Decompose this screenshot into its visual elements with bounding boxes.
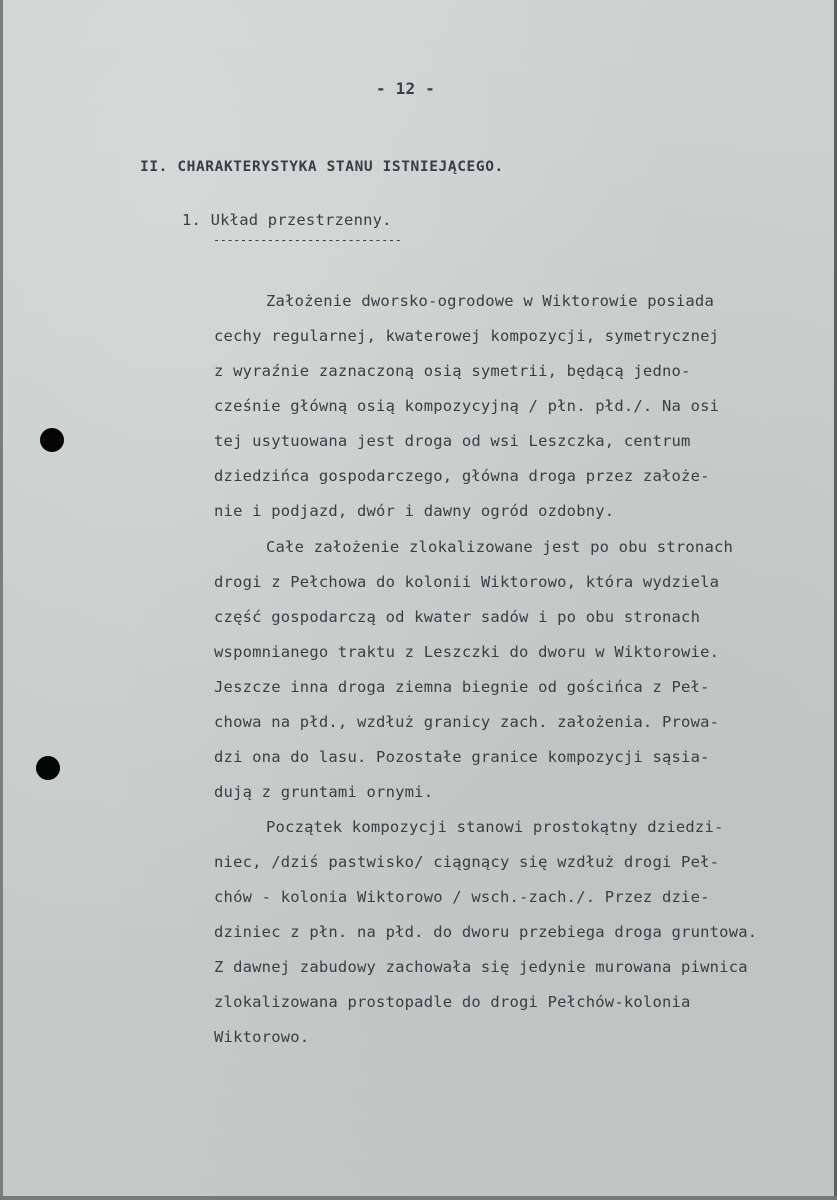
text-line: Jeszcze inna droga ziemna biegnie od gościńca z Peł- xyxy=(214,678,710,696)
text-line: wspomnianego traktu z Leszczki do dworu w Wiktorowie. xyxy=(214,643,720,661)
page-edge-bottom xyxy=(0,1196,837,1200)
text-line: nie i podjazd, dwór i dawny ogród ozdobny. xyxy=(214,502,615,520)
text-line: chów - kolonia Wiktorowo / wsch.-zach./. Przez dzie- xyxy=(214,888,710,906)
text-line: niec, /dziś pastwisko/ ciągnący się wzdłuż drogi Peł- xyxy=(214,853,720,871)
text-line: Z dawnej zabudowy zachowała się jedynie murowana piwnica xyxy=(214,958,748,976)
page-edge-left xyxy=(0,0,3,1200)
text-line: Całe założenie zlokalizowane jest po obu stronach xyxy=(266,538,734,556)
section-heading: II. CHARAKTERYSTYKA STANU ISTNIEJĄCEGO. xyxy=(140,159,504,175)
page-number: - 12 - xyxy=(376,79,435,98)
punch-hole-top xyxy=(40,428,64,452)
subsection-heading: 1. Układ przestrzenny. xyxy=(182,211,392,229)
text-line: część gospodarczą od kwater sadów i po obu stronach xyxy=(214,608,701,626)
text-line: Początek kompozycji stanowi prostokątny dziedzi- xyxy=(266,818,724,836)
text-line: cześnie główną osią kompozycyjną / płn. płd./. Na osi xyxy=(214,397,720,415)
text-line: z wyraźnie zaznaczoną osią symetrii, będącą jedno- xyxy=(214,362,691,380)
text-line: Wiktorowo. xyxy=(214,1028,310,1046)
text-line: dziedzińca gospodarczego, główna droga przez założe- xyxy=(214,467,710,485)
punch-hole-bottom xyxy=(36,756,60,780)
text-line: dzi ona do lasu. Pozostałe granice kompozycji sąsia- xyxy=(214,748,710,766)
text-line: tej usytuowana jest droga od wsi Leszczka, centrum xyxy=(214,432,691,450)
text-line: drogi z Pełchowa do kolonii Wiktorowo, która wydziela xyxy=(214,573,720,591)
text-line: chowa na płd., wzdłuż granicy zach. założenia. Prowa- xyxy=(214,713,720,731)
text-line: Założenie dworsko-ogrodowe w Wiktorowie posiada xyxy=(266,292,714,310)
subsection-underline: ---------------------------- xyxy=(213,233,402,247)
text-line: dują z gruntami ornymi. xyxy=(214,783,434,801)
text-line: dziniec z płn. na płd. do dworu przebiega droga gruntowa. xyxy=(214,923,758,941)
text-line: cechy regularnej, kwaterowej kompozycji, symetrycznej xyxy=(214,327,720,345)
text-line: zlokalizowana prostopadle do drogi Pełchów-kolonia xyxy=(214,993,691,1011)
